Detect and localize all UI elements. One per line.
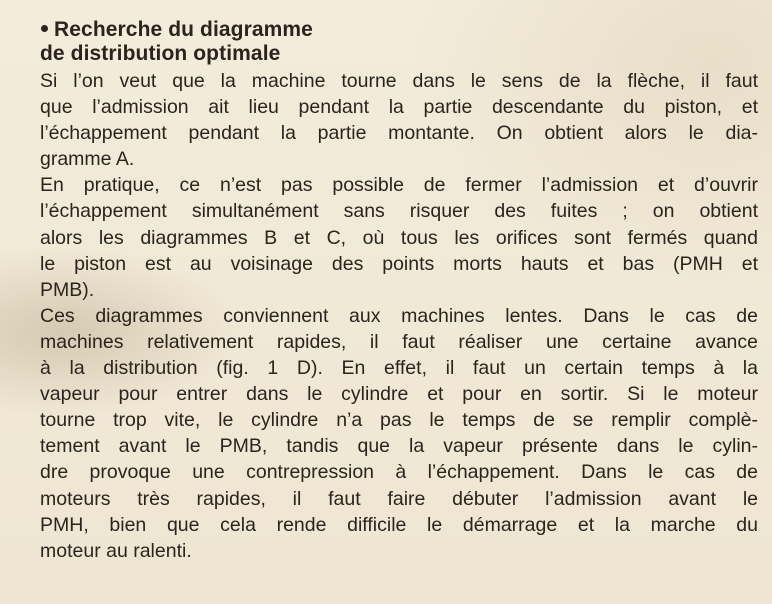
text-line: En pratique, ce n’est pas possible de fermer l’admission et d’ouvrir — [40, 174, 758, 197]
text-line: le piston est au voisinage des points morts hauts et bas (PMH et — [40, 252, 758, 275]
text-line: PMB). — [40, 278, 95, 301]
text-line: gramme A. — [40, 148, 135, 171]
heading-line-1: Recherche du diagramme — [54, 18, 313, 41]
text-line: moteurs très rapides, il faut faire débuter l’admission avant le — [40, 487, 758, 510]
text-line: vapeur pour entrer dans le cylindre et pour en sortir. Si le moteur — [40, 383, 758, 406]
paragraph-1 — [40, 68, 758, 172]
text-line: que l’admission ait lieu pendant la partie descendante du piston, et — [40, 96, 758, 119]
text-line: alors les diagrammes B et C, où tous les orifices sont fermés quand — [40, 226, 758, 249]
text-line: tement avant le PMB, tandis que la vapeur présente dans le cylin- — [40, 435, 758, 458]
text-line: PMH, bien que cela rende difficile le démarrage et la marche du — [40, 513, 758, 536]
text-line: à la distribution (fig. 1 D). En effet, il faut un certain temps à la — [40, 357, 758, 380]
bullet-icon — [41, 25, 48, 32]
section-heading — [40, 18, 758, 66]
text-line: l’échappement pendant la partie montante. On obtient alors le dia- — [40, 122, 758, 145]
text-line: machines relativement rapides, il faut réaliser une certaine avance — [40, 330, 758, 353]
text-line: l’échappement simultanément sans risquer des fuites ; on obtient — [40, 200, 758, 223]
text-line: Ces diagrammes conviennent aux machines lentes. Dans le cas de — [40, 304, 758, 327]
heading-line: de distribution optimale — [40, 42, 281, 65]
paragraph-2 — [40, 172, 758, 302]
paragraph-3 — [40, 303, 758, 564]
text-line: dre provoque une contrepression à l’échappement. Dans le cas de — [40, 461, 758, 484]
text-line: tourne trop vite, le cylindre n’a pas le temps de se remplir complè- — [40, 409, 758, 432]
heading-line — [40, 18, 758, 42]
text-line: moteur au ralenti. — [40, 539, 192, 562]
text-line: Si l’on veut que la machine tourne dans le sens de la flèche, il faut — [40, 70, 758, 92]
